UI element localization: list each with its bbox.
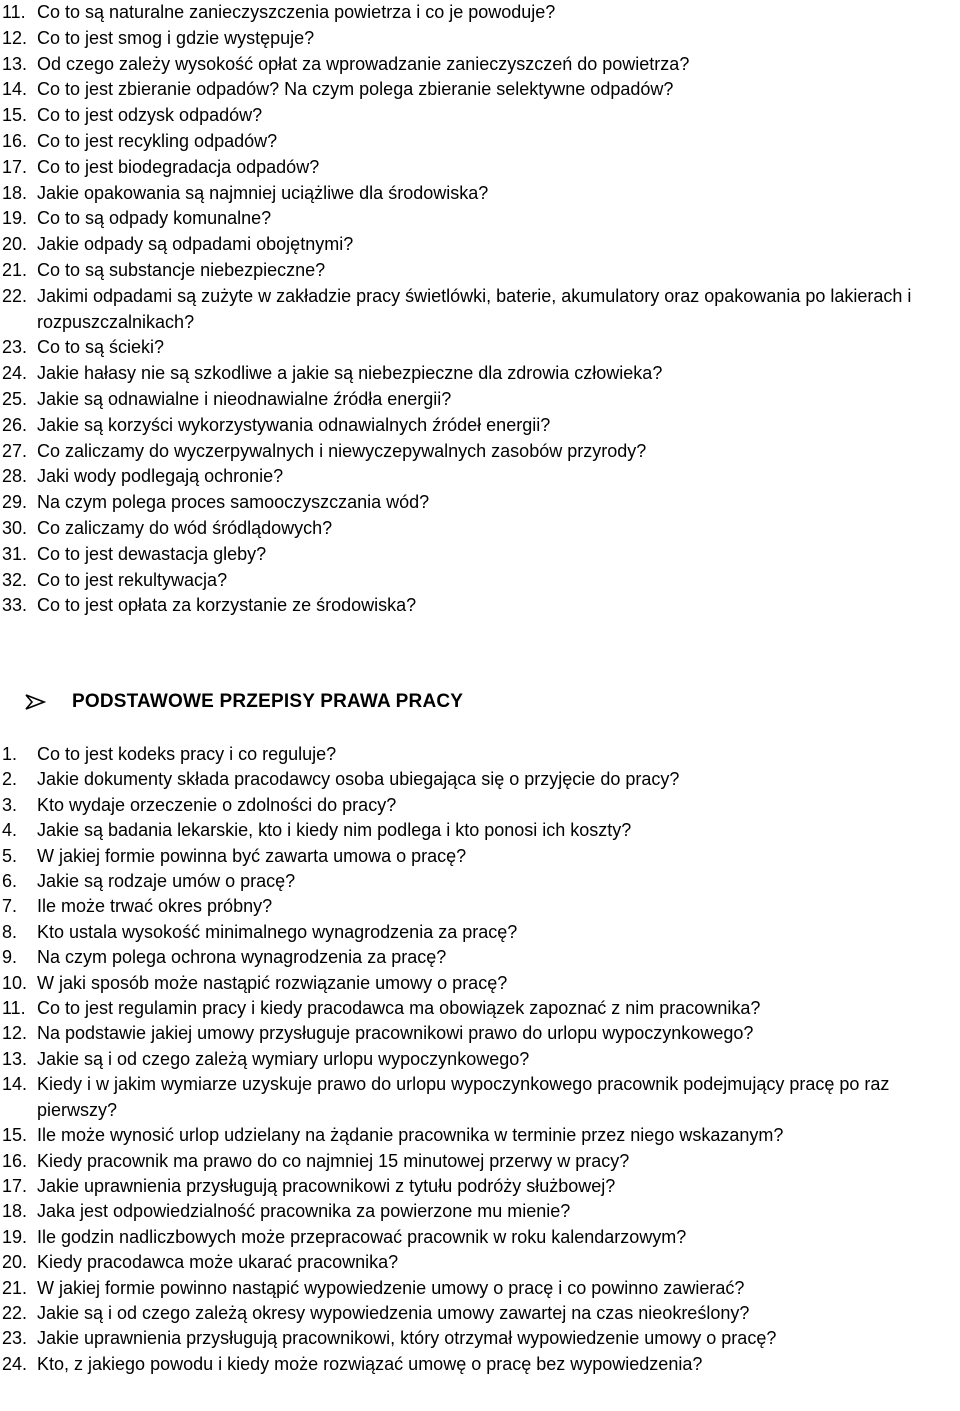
labor-law-questions-list xyxy=(0,742,960,1377)
item-number: 17. xyxy=(2,1175,28,1196)
item-number: 10. xyxy=(2,972,28,993)
list-item xyxy=(0,129,960,155)
item-text: Jakie są badania lekarskie, kto i kiedy nim podlega i kto ponosi ich koszty? xyxy=(37,820,632,841)
item-number: 9. xyxy=(2,947,18,968)
list-item xyxy=(0,1149,960,1174)
list-item xyxy=(0,439,960,465)
item-number: 15. xyxy=(2,1125,28,1146)
item-text: Co to jest zbieranie odpadów? Na czym polega zbieranie selektywne odpadów? xyxy=(37,79,674,100)
list-item xyxy=(0,1174,960,1199)
list-item xyxy=(0,1326,960,1351)
item-text: Kto, z jakiego powodu i kiedy może rozwiązać umowę o pracę bez wypowiedzenia? xyxy=(37,1353,703,1374)
item-text: Co to są odpady komunalne? xyxy=(37,208,272,229)
item-number: 12. xyxy=(2,27,28,48)
item-number: 2. xyxy=(2,769,18,790)
item-text: Co to jest opłata za korzystanie ze środowiska? xyxy=(37,595,417,616)
list-item xyxy=(0,971,960,996)
item-text: Kiedy i w jakim wymiarze uzyskuje prawo do urlopu wypoczynkowego pracownik podejmujący pracę po raz pierwszy? xyxy=(37,1074,890,1120)
item-number: 29. xyxy=(2,492,28,513)
item-text: Jakimi odpadami są zużyte w zakładzie pracy świetlówki, baterie, akumulatory oraz opakowania po lakierach i rozpuszczalnikach? xyxy=(37,285,912,332)
item-text: Na czym polega ochrona wynagrodzenia za pracę? xyxy=(37,947,447,968)
item-text: Co to są substancje niebezpieczne? xyxy=(37,259,326,280)
list-item xyxy=(0,413,960,439)
item-text: Jakie są odnawialne i nieodnawialne źródła energii? xyxy=(37,388,452,409)
list-item xyxy=(0,818,960,843)
list-item xyxy=(0,1047,960,1072)
list-item xyxy=(0,464,960,490)
item-number: 24. xyxy=(2,1353,28,1374)
list-item xyxy=(0,742,960,767)
list-item xyxy=(0,593,960,619)
item-number: 32. xyxy=(2,569,28,590)
list-item xyxy=(0,1021,960,1046)
list-item xyxy=(0,0,960,26)
list-item xyxy=(0,920,960,945)
item-number: 28. xyxy=(2,466,28,487)
item-number: 21. xyxy=(2,1277,28,1298)
list-item xyxy=(0,387,960,413)
list-item xyxy=(0,945,960,970)
item-number: 30. xyxy=(2,517,28,538)
item-number: 23. xyxy=(2,337,28,358)
item-text: Co zaliczamy do wód śródlądowych? xyxy=(37,517,333,538)
item-text: Jakie są korzyści wykorzystywania odnawialnych źródeł energii? xyxy=(37,414,551,435)
item-text: Ile może trwać okres próbny? xyxy=(37,896,273,917)
item-text: W jakiej formie powinna być zawarta umowa o pracę? xyxy=(37,845,467,866)
item-text: Ile godzin nadliczbowych może przepracować pracownik w roku kalendarzowym? xyxy=(37,1226,687,1247)
item-text: Jaki wody podlegają ochronie? xyxy=(37,466,284,487)
item-number: 18. xyxy=(2,1201,28,1222)
list-item xyxy=(0,542,960,568)
item-text: Jakie odpady są odpadami obojętnymi? xyxy=(37,234,354,255)
item-text: Na podstawie jakiej umowy przysługuje pracownikowi prawo do urlopu wypoczynkowego? xyxy=(37,1023,754,1044)
item-number: 20. xyxy=(2,234,28,255)
item-number: 20. xyxy=(2,1252,28,1273)
item-number: 26. xyxy=(2,414,28,435)
item-text: Co to jest biodegradacja odpadów? xyxy=(37,156,320,177)
list-item xyxy=(0,258,960,284)
item-number: 27. xyxy=(2,440,28,461)
section-heading xyxy=(24,688,463,716)
item-number: 22. xyxy=(2,1302,28,1323)
item-text: Co to jest regulamin pracy i kiedy pracodawca ma obowiązek zapoznać z nim pracownika? xyxy=(37,998,761,1019)
item-text: Co to jest odzysk odpadów? xyxy=(37,105,263,126)
item-number: 25. xyxy=(2,388,28,409)
item-number: 16. xyxy=(2,1150,28,1171)
list-item xyxy=(0,767,960,792)
item-text: Jakie opakowania są najmniej uciążliwe dla środowiska? xyxy=(37,182,489,203)
item-text: Kiedy pracownik ma prawo do co najmniej 15 minutowej przerwy w pracy? xyxy=(37,1150,630,1171)
list-item xyxy=(0,1352,960,1377)
item-number: 14. xyxy=(2,79,28,100)
item-number: 18. xyxy=(2,182,28,203)
item-text: Kto wydaje orzeczenie o zdolności do pracy? xyxy=(37,794,397,815)
item-text: Co to są naturalne zanieczyszczenia powietrza i co je powoduje? xyxy=(37,2,556,22)
list-item xyxy=(0,1199,960,1224)
item-text: Ile może wynosić urlop udzielany na żądanie pracownika w terminie przez niego wskazanym? xyxy=(37,1125,784,1146)
list-item xyxy=(0,844,960,869)
item-number: 15. xyxy=(2,105,28,126)
item-text: Co to są ścieki? xyxy=(37,337,165,358)
list-item xyxy=(0,1301,960,1326)
item-text: Co to jest kodeks pracy i co reguluje? xyxy=(37,744,337,764)
item-number: 13. xyxy=(2,53,28,74)
list-item xyxy=(0,206,960,232)
list-item xyxy=(0,52,960,78)
list-item xyxy=(0,869,960,894)
item-text: Co to jest smog i gdzie występuje? xyxy=(37,27,315,48)
list-item xyxy=(0,793,960,818)
item-text: W jakiej formie powinno nastąpić wypowiedzenie umowy o pracę i co powinno zawierać? xyxy=(37,1277,745,1298)
list-item xyxy=(0,568,960,594)
item-text: Co to jest dewastacja gleby? xyxy=(37,543,267,564)
item-text: Jakie hałasy nie są szkodliwe a jakie są niebezpieczne dla zdrowia człowieka? xyxy=(37,363,663,384)
environment-questions-list xyxy=(0,0,960,619)
item-text: Jakie uprawnienia przysługują pracownikowi z tytułu podróży służbowej? xyxy=(37,1175,616,1196)
list-item xyxy=(0,894,960,919)
item-text: Kto ustala wysokość minimalnego wynagrodzenia za pracę? xyxy=(37,921,518,942)
section-title: PODSTAWOWE PRZEPISY PRAWA PRACY xyxy=(72,691,464,712)
list-item xyxy=(0,103,960,129)
list-item xyxy=(0,1123,960,1148)
list-item xyxy=(0,1072,960,1123)
item-number: 11. xyxy=(2,2,26,22)
list-item xyxy=(0,516,960,542)
item-number: 12. xyxy=(2,1023,28,1044)
item-number: 22. xyxy=(2,285,28,306)
item-text: Od czego zależy wysokość opłat za wprowadzanie zanieczyszczeń do powietrza? xyxy=(37,53,690,74)
list-item xyxy=(0,1276,960,1301)
list-item xyxy=(0,155,960,181)
item-text: Jakie dokumenty składa pracodawcy osoba ubiegająca się o przyjęcie do pracy? xyxy=(37,769,680,790)
item-number: 24. xyxy=(2,363,28,384)
list-item xyxy=(0,181,960,207)
item-number: 23. xyxy=(2,1328,28,1349)
item-number: 6. xyxy=(2,871,18,892)
item-number: 19. xyxy=(2,1226,28,1247)
item-number: 11. xyxy=(2,998,26,1019)
item-text: Kiedy pracodawca może ukarać pracownika? xyxy=(37,1252,399,1273)
item-number: 13. xyxy=(2,1048,28,1069)
item-text: Jakie są rodzaje umów o pracę? xyxy=(37,871,296,892)
item-text: Jakie są i od czego zależą wymiary urlopu wypoczynkowego? xyxy=(37,1048,530,1069)
item-number: 7. xyxy=(2,896,18,917)
item-number: 3. xyxy=(2,794,18,815)
list-item xyxy=(0,284,960,336)
list-item xyxy=(0,232,960,258)
item-number: 14. xyxy=(2,1074,28,1095)
list-item xyxy=(0,490,960,516)
item-number: 4. xyxy=(2,820,18,841)
item-number: 17. xyxy=(2,156,28,177)
item-text: Jakie są i od czego zależą okresy wypowiedzenia umowy zawartej na czas nieokreślony? xyxy=(37,1302,750,1323)
item-text: Co to jest rekultywacja? xyxy=(37,569,228,590)
item-number: 5. xyxy=(2,845,18,866)
item-text: Jaka jest odpowiedzialność pracownika za powierzone mu mienie? xyxy=(37,1201,571,1222)
item-number: 19. xyxy=(2,208,28,229)
list-item xyxy=(0,335,960,361)
item-text: Co zaliczamy do wyczerpywalnych i niewyczepywalnych zasobów przyrody? xyxy=(37,440,647,461)
item-number: 31. xyxy=(2,543,28,564)
arrowhead-bullet-icon xyxy=(24,694,46,710)
list-item xyxy=(0,996,960,1021)
item-text: W jaki sposób może nastąpić rozwiązanie umowy o pracę? xyxy=(37,972,508,993)
item-text: Na czym polega proces samooczyszczania wód? xyxy=(37,492,430,513)
list-item xyxy=(0,26,960,52)
item-number: 1. xyxy=(2,744,18,764)
item-number: 21. xyxy=(2,259,28,280)
list-item xyxy=(0,77,960,103)
list-item xyxy=(0,361,960,387)
item-text: Jakie uprawnienia przysługują pracownikowi, który otrzymał wypowiedzenie umowy o pracę? xyxy=(37,1328,777,1349)
item-number: 16. xyxy=(2,130,28,151)
list-item xyxy=(0,1225,960,1250)
item-number: 33. xyxy=(2,595,28,616)
item-text: Co to jest recykling odpadów? xyxy=(37,130,278,151)
list-item xyxy=(0,1250,960,1275)
item-number: 8. xyxy=(2,921,18,942)
